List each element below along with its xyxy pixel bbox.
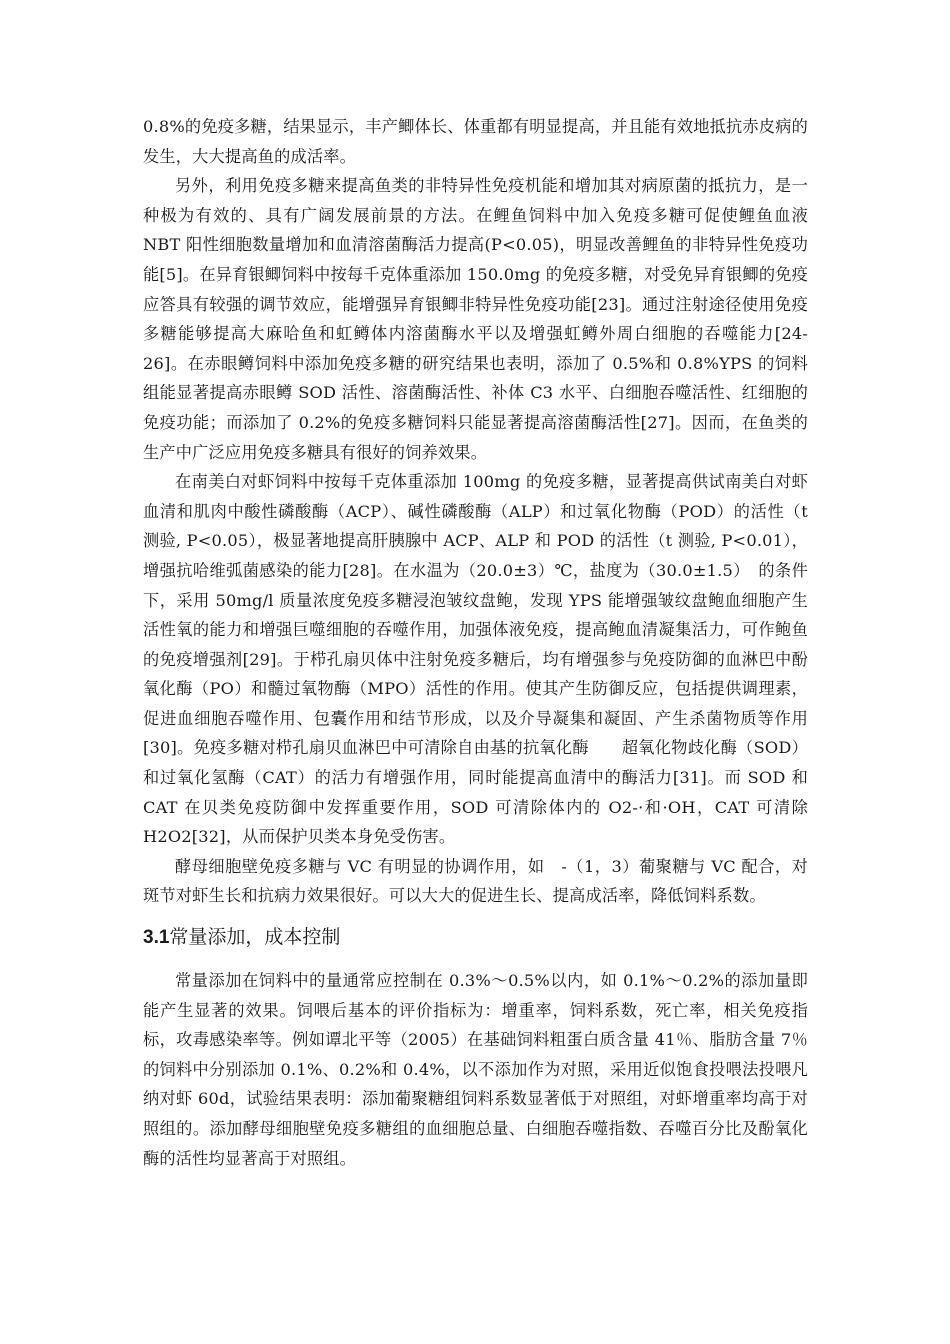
section-number: 3.1: [143, 927, 170, 949]
section-heading: [143, 919, 808, 956]
section-title: 常量添加，成本控制: [169, 926, 341, 949]
paragraph-vc-synergy: 酵母细胞壁免疫多糖与 VC 有明显的协调作用，如 -（1，3）葡聚糖与 VC 配合，对斑节对虾生长和抗病力效果很好。可以大大的促进生长、提高成活率，降低饲料系数。: [143, 856, 808, 906]
paragraph-fish-immunity: 另外，利用免疫多糖来提高鱼类的非特异性免疫机能和增加其对病原菌的抵抗力，是一种极为有效的、具有广阔发展前景的方法。在鲤鱼饲料中加入免疫多糖可促使鲤鱼血液 NBT 阳性细胞数量增加和血清溶菌酶活力提高(P<0.05)，明显改善鲤鱼的非特异性免疫功能[5]。在异育银鲫饲料中按每千克体重添加 150.0mg 的免疫多糖，对受免异育银鲫的免疫应答具有较强的调节效应，能增强异育银鲫非特异性免疫功能[23]。通过注射途径使用免疫多糖能够提高大麻哈鱼和虹鳟体内溶菌酶水平以及增强虹鳟外周白细胞的吞噬能力[24-26]。在赤眼鳟饲料中添加免疫多糖的研究结果也表明，添加了 0.5%和 0.8%YPS 的饲料组能显著提高赤眼鳟 SOD 活性、溶菌酶活性、补体 C3 水平、白细胞吞噬活性、红细胞的免疫功能；而添加了 0.2%的免疫多糖饲料只能显著提高溶菌酶活性[27]。因而，在鱼类的生产中广泛应用免疫多糖具有很好的饲养效果。: [143, 176, 808, 462]
paragraph-shrimp-shellfish: 在南美白对虾饲料中按每千克体重添加 100mg 的免疫多糖，显著提高供试南美白对虾血清和肌肉中酸性磷酸酶（ACP）、碱性磷酸酶（ALP）和过氧化物酶（POD）的活性（t 测验, P<0.05），极显著地提高肝胰腺中 ACP、ALP 和 POD 的活性（t 测验, P<0.01），增强抗哈维弧菌感染的能力[28]。在水温为（20.0±3）℃，盐度为（30.0±1.5） 的条件下，采用 50mg/l 质量浓度免疫多糖浸泡皱纹盘鲍，发现 YPS 能增强皱纹盘鲍血细胞产生活性氧的能力和增强巨噬细胞的吞噬作用，加强体液免疫，提高鲍血清凝集活力，可作鲍鱼的免疫增强剂[29]。于栉孔扇贝体中注射免疫多糖后，均有增强参与免疫防御的血淋巴中酚氧化酶（PO）和髓过氧物酶（MPO）活性的作用。使其产生防御反应，包括提供调理素，促进血细胞吞噬作用、包囊作用和结节形成，以及介导凝集和凝固、产生杀菌物质等作用[30]。免疫多糖对栉孔扇贝血淋巴中可清除自由基的抗氧化酶 超氧化物歧化酶（SOD）和过氧化氢酶（CAT）的活力有增强作用，同时能提高血清中的酶活力[31]。而 SOD 和 CAT 在贝类免疫防御中发挥重要作用，SOD 可清除体内的 O2-·和·OH，CAT 可清除 H2O2[32]，从而保护贝类本身免受伤害。: [143, 472, 808, 847]
document-page: [143, 112, 808, 1173]
paragraph-dosage: 常量添加在饲料中的量通常应控制在 0.3%～0.5%以内，如 0.1%～0.2%的添加量即能产生显著的效果。饲喂后基本的评价指标为：增重率，饲料系数，死亡率，相关免疫指标，攻毒感染率等。例如谭北平等（2005）在基础饲料粗蛋白质含量 41％、脂肪含量 7％的饲料中分别添加 0.1%、0.2%和 0.4%，以不添加作为对照，采用近似饱食投喂法投喂凡纳对虾 60d，试验结果表明：添加葡聚糖组饲料系数显著低于对照组，对虾增重率均高于对照组的。添加酵母细胞壁免疫多糖组的血细胞总量、白细胞吞噬指数、吞噬百分比及酚氧化酶的活性均显著高于对照组。: [143, 971, 808, 1168]
paragraph-continuation: 0.8%的免疫多糖，结果显示，丰产鲫体长、体重都有明显提高，并且能有效地抵抗赤皮病的发生，大大提高鱼的成活率。: [143, 117, 808, 166]
